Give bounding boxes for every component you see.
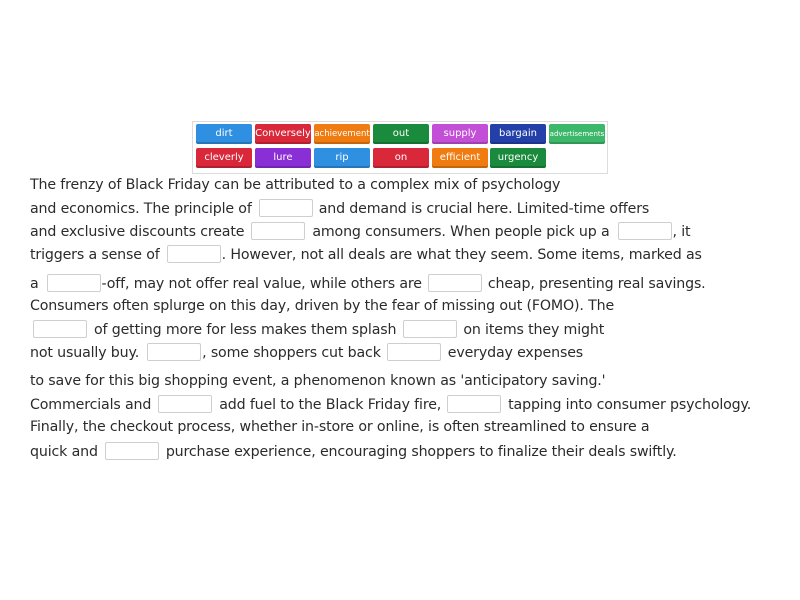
passage-line <box>30 443 677 461</box>
passage-line <box>30 396 751 414</box>
answer-blank-5[interactable] <box>47 274 101 292</box>
answer-blank-12[interactable] <box>447 395 501 413</box>
answer-blank-9[interactable] <box>147 343 201 361</box>
word-tile-label: lure <box>273 152 293 163</box>
passage-text: to save for this big shopping event, a phenomenon known as 'anticipatory saving.' <box>30 373 606 389</box>
passage-text: and demand is crucial here. Limited-time offers <box>318 201 650 217</box>
passage-text: everyday expenses <box>447 345 584 361</box>
passage-line <box>30 419 649 435</box>
word-tile-label: cleverly <box>204 152 244 163</box>
passage-line <box>30 200 649 218</box>
passage-text: Consumers often splurge on this day, driven by the fear of missing out (FOMO). The <box>30 298 615 314</box>
answer-blank-7[interactable] <box>33 320 87 338</box>
word-tile-label: on <box>394 152 408 163</box>
word-tile-label: bargain <box>498 128 537 139</box>
passage-text: not usually buy. <box>30 345 140 361</box>
word-tile-label: supply <box>443 128 477 139</box>
passage-text: and economics. The principle of <box>30 201 252 217</box>
passage-line <box>30 298 614 314</box>
word-tile-label: advertisements <box>549 130 605 138</box>
answer-blank-4[interactable] <box>167 245 221 263</box>
passage-line <box>30 177 560 193</box>
answer-blank-8[interactable] <box>403 320 457 338</box>
passage-text: cheap, presenting real savings. <box>487 276 706 292</box>
passage-text: , some shoppers cut back <box>202 345 381 361</box>
answer-blank-3[interactable] <box>618 222 672 240</box>
passage-line <box>30 275 706 293</box>
answer-blank-6[interactable] <box>428 274 482 292</box>
passage-line <box>30 223 690 241</box>
passage-text: tapping into consumer psychology. <box>508 397 752 413</box>
passage-text: quick and <box>30 444 98 460</box>
word-tile-label: urgency <box>497 152 539 163</box>
answer-blank-11[interactable] <box>158 395 212 413</box>
passage-line <box>30 344 583 362</box>
word-tile-label: rip <box>335 152 349 163</box>
passage-text: among consumers. When people pick up a <box>312 224 610 240</box>
passage-text: . However, not all deals are what they seem. Some items, marked as <box>221 247 702 263</box>
passage-line <box>30 321 604 339</box>
passage-text: on items they might <box>463 322 605 338</box>
word-tile-label: Conversely <box>255 128 311 139</box>
passage-text: a <box>30 276 39 292</box>
word-tile-label: out <box>392 128 410 139</box>
word-tile-label: dirt <box>215 128 233 139</box>
passage-text: The frenzy of Black Friday can be attributed to a complex mix of psychology <box>30 177 561 193</box>
answer-blank-1[interactable] <box>259 199 313 217</box>
passage-text: add fuel to the Black Friday fire, <box>219 397 442 413</box>
passage-text: triggers a sense of <box>30 247 160 263</box>
passage-text: -off, may not offer real value, while others are <box>101 276 422 292</box>
passage-text: purchase experience, encouraging shoppers to finalize their deals swiftly. <box>165 444 677 460</box>
answer-blank-10[interactable] <box>387 343 441 361</box>
passage-text: and exclusive discounts create <box>30 224 245 240</box>
word-tile-label: efficient <box>439 152 481 163</box>
passage-line <box>30 373 605 389</box>
word-tile-label: achievement <box>314 129 370 139</box>
passage-text: , it <box>672 224 691 240</box>
passage-text: Finally, the checkout process, whether in-store or online, is often streamlined to ensure a <box>30 419 650 435</box>
answer-blank-13[interactable] <box>105 442 159 460</box>
answer-blank-2[interactable] <box>251 222 305 240</box>
passage-text: Commercials and <box>30 397 152 413</box>
passage-line <box>30 246 702 264</box>
passage-text: of getting more for less makes them splash <box>94 322 397 338</box>
